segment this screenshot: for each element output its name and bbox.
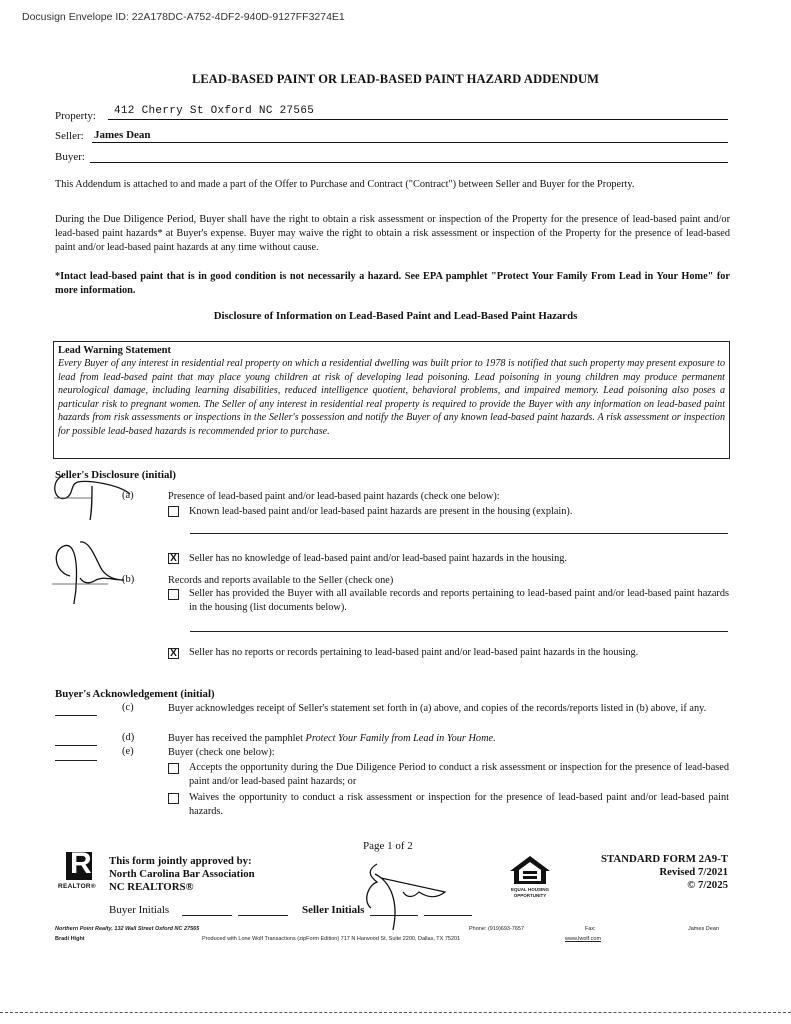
item-e-text: Buyer (check one below): bbox=[168, 747, 275, 758]
property-field[interactable] bbox=[108, 106, 728, 120]
revised-date: Revised 7/2021 bbox=[659, 866, 728, 878]
buyer-label: Buyer: bbox=[55, 151, 85, 163]
item-a-letter: (a) bbox=[122, 490, 134, 501]
option-provided-records: Seller has provided the Buyer with all available records and reports pertaining to lead-based paint and/or lead-based paint hazards in the housing (list documents below). bbox=[189, 588, 729, 613]
seller-initials-signature-footer bbox=[355, 862, 450, 932]
approved-line-3: NC REALTORS® bbox=[109, 881, 194, 893]
buyer-initial-e[interactable] bbox=[55, 760, 97, 761]
equal-housing-label: EQUAL HOUSING OPPORTUNITY bbox=[511, 887, 549, 898]
approved-line-1: This form jointly approved by: bbox=[109, 855, 252, 867]
option-waives-opportunity: Waives the opportunity to conduct a risk assessment or inspection for the presence of lead-based paint and/or lead-based paint hazards. bbox=[189, 792, 729, 817]
buyer-initial-c[interactable] bbox=[55, 715, 97, 716]
buyer-ack-heading: Buyer's Acknowledgement (initial) bbox=[55, 688, 215, 700]
checkbox-accepts-opportunity[interactable] bbox=[168, 763, 179, 774]
checkbox-known-lead-paint[interactable] bbox=[168, 506, 179, 517]
property-value: 412 Cherry St Oxford NC 27565 bbox=[114, 105, 315, 117]
explain-line[interactable] bbox=[190, 533, 728, 534]
option-accepts-opportunity: Accepts the opportunity during the Due Diligence Period to conduct a risk assessment or inspection for the presence of lead-based paint and/or lead-based paint hazards; or bbox=[189, 762, 729, 787]
checkbox-no-records[interactable]: X bbox=[168, 648, 179, 659]
due-diligence-paragraph: During the Due Diligence Period, Buyer shall have the right to obtain a risk assessment or inspection of the Property for the presence of lead-based paint and/or lead-based paint hazards* at Buyer's expense. Buyer may waive the right to obtain a risk assessment or inspection of the Property for the presence of lead-based paint and/or lead-based paint hazards at any time without cause. bbox=[55, 214, 730, 253]
item-d-prefix: Buyer has received the pamphlet bbox=[168, 733, 306, 744]
item-e-letter: (e) bbox=[122, 746, 134, 757]
docusign-envelope-id: Docusign Envelope ID: 22A178DC-A752-4DF2-940D-9127FF3274E1 bbox=[22, 11, 345, 23]
checkbox-no-knowledge[interactable]: X bbox=[168, 553, 179, 564]
scan-edge-line bbox=[0, 1012, 791, 1013]
item-a-text: Presence of lead-based paint and/or lead-based paint hazards (check one below): bbox=[168, 491, 500, 502]
intact-paint-note: *Intact lead-based paint that is in good condition is not necessarily a hazard. See EPA pamphlet "Protect Your Family From Lead in Your Home" for more information. bbox=[55, 271, 730, 296]
item-b-text: Records and reports available to the Seller (check one) bbox=[168, 575, 394, 586]
buyer-initials-line-1[interactable] bbox=[182, 915, 232, 916]
seller-initials-label: Seller Initials bbox=[302, 904, 365, 916]
buyer-initials-label: Buyer Initials bbox=[109, 904, 170, 916]
produced-with: Produced with Lone Wolf Transactions (zipForm Edition) 717 N Harwood St, Suite 2200, Dallas, TX 75201 bbox=[202, 936, 461, 942]
option-no-records: Seller has no reports or records pertaining to lead-based paint and/or lead-based paint hazards in the housing. bbox=[189, 647, 639, 658]
lead-warning-text: Every Buyer of any interest in residential real property on which a residential dwelling was built prior to 1978 is notified that such property may present exposure to lead from lead-based paint that may place young children at risk of developing lead poisoning. Lead poisoning in young children may produce permanent neurological damage, including learning disabilities, reduced intelligence quotient, behavioral problems, and impaired memory. Lead poisoning also poses a particular risk to pregnant women. The Seller of any interest in residential real property is required to provide the Buyer with any information on lead-based paint hazards from risk assessments or inspections in the Seller's possession and notify the Buyer of any known lead-based paint hazards. A risk assessment or inspection for possible lead-based hazards is recommended prior to purchase. bbox=[58, 358, 725, 437]
seller-label: Seller: bbox=[55, 130, 84, 142]
item-d-letter: (d) bbox=[122, 732, 135, 743]
document-title: LEAD-BASED PAINT OR LEAD-BASED PAINT HAZARD ADDENDUM bbox=[191, 72, 600, 86]
seller-initials-signature-b bbox=[50, 536, 130, 606]
checkbox-provided-records[interactable] bbox=[168, 589, 179, 600]
option-no-knowledge: Seller has no knowledge of lead-based paint and/or lead-based paint hazards in the housing. bbox=[189, 553, 568, 564]
realtor-r-icon: R bbox=[66, 852, 92, 880]
documents-line[interactable] bbox=[190, 631, 728, 632]
realtor-logo bbox=[58, 847, 100, 896]
copyright-date: © 7/2025 bbox=[687, 879, 728, 891]
checkbox-waives-opportunity[interactable] bbox=[168, 793, 179, 804]
intro-paragraph: This Addendum is attached to and made a part of the Offer to Purchase and Contract ("Contract") between Seller and Buyer for the Property. bbox=[55, 179, 635, 190]
standard-form-number: STANDARD FORM 2A9-T bbox=[601, 853, 728, 865]
item-c-text: Buyer acknowledges receipt of Seller's statement set forth in (a) above, and copies of the records/reports listed in (b) above, if any. bbox=[168, 703, 707, 714]
page-number: Page 1 of 2 bbox=[363, 840, 413, 852]
lead-warning-box bbox=[53, 341, 730, 459]
seller-field[interactable] bbox=[92, 129, 728, 143]
option-known-lead-paint: Known lead-based paint and/or lead-based paint hazards are present in the housing (explain). bbox=[189, 506, 573, 517]
item-c-letter: (c) bbox=[122, 702, 134, 713]
fax-label: Fax: bbox=[585, 926, 596, 932]
item-d-text bbox=[168, 732, 728, 746]
property-label: Property: bbox=[55, 110, 96, 122]
buyer-field[interactable] bbox=[90, 149, 728, 163]
item-b-letter: (b) bbox=[122, 574, 135, 585]
realtor-logo-text: REALTOR® bbox=[58, 883, 97, 890]
lwolf-link[interactable]: www.lwolf.com bbox=[565, 936, 602, 942]
buyer-initials-line-2[interactable] bbox=[238, 915, 288, 916]
buyer-initial-d[interactable] bbox=[55, 745, 97, 746]
file-name: James Dean bbox=[688, 926, 719, 932]
seller-disclosure-heading: Seller's Disclosure (initial) bbox=[55, 469, 176, 481]
seller-value: James Dean bbox=[94, 129, 151, 141]
lead-warning-title: Lead Warning Statement bbox=[58, 345, 171, 356]
agent-name: Bradi Hight bbox=[55, 936, 85, 942]
phone-number: Phone: (919)693-7657 bbox=[469, 926, 525, 932]
approved-by-block bbox=[109, 855, 255, 894]
standard-form-block bbox=[560, 853, 728, 892]
disclosure-heading: Disclosure of Information on Lead-Based Paint and Lead-Based Paint Hazards bbox=[213, 310, 578, 322]
approved-line-2: North Carolina Bar Association bbox=[109, 868, 255, 880]
pamphlet-title: Protect Your Family from Lead in Your Home. bbox=[305, 733, 496, 744]
brokerage-info: Northern Point Realty, 132 Wall Street Oxford NC 27565 bbox=[55, 926, 200, 932]
